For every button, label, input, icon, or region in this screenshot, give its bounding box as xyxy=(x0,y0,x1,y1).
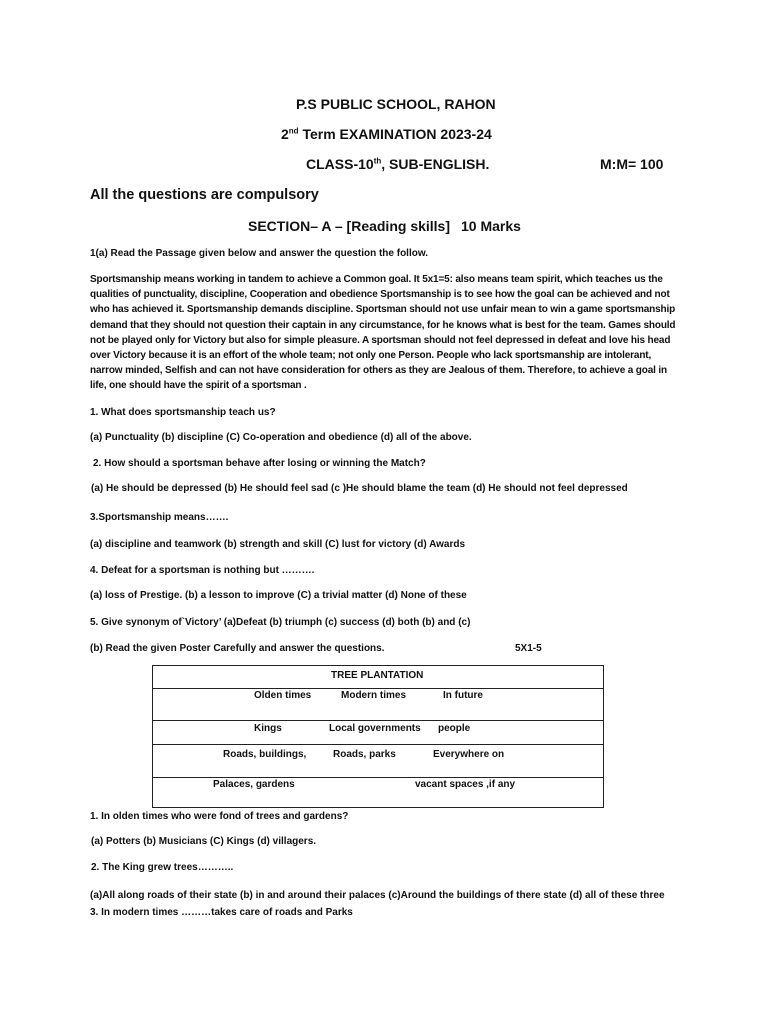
header-modern: Modern times xyxy=(341,690,407,701)
question-2: 2. How should a sportsman behave after losing or winning the Match? xyxy=(93,458,426,469)
cell-roads-buildings: Roads, buildings, xyxy=(223,749,307,760)
poster-table xyxy=(152,665,604,808)
term-superscript: nd xyxy=(288,126,299,136)
poster-question-1-options: (a) Potters (b) Musicians (C) Kings (d) villagers. xyxy=(91,836,317,847)
question-1: 1. What does sportsmanship teach us? xyxy=(90,407,276,418)
part-b-intro: (b) Read the given Poster Carefully and answer the questions. xyxy=(90,643,385,654)
class-prefix: CLASS-10 xyxy=(306,156,374,172)
cell-roads-parks: Roads, parks xyxy=(333,749,396,760)
question-1-options: (a) Punctuality (b) discipline (C) Co-operation and obedience (d) all of the above. xyxy=(90,432,472,443)
question-5: 5. Give synonym of`Victory’ (a)Defeat (b) triumph (c) success (d) both (b) and (c) xyxy=(90,617,471,628)
section-title: SECTION– A – [Reading skills] xyxy=(248,218,451,234)
table-divider xyxy=(153,720,603,721)
part-a-intro: 1(a) Read the Passage given below and answer the question the follow. xyxy=(90,248,429,259)
table-divider xyxy=(153,688,603,689)
poster-question-2-options: (a)All along roads of their state (b) in and around their palaces (c)Around the buildings of there state (d) all of these three xyxy=(90,890,665,901)
term-text: Term EXAMINATION 2023-24 xyxy=(298,126,492,142)
header-future: In future xyxy=(443,690,483,701)
cell-local-gov: Local governments xyxy=(329,723,421,734)
question-3: 3.Sportsmanship means……. xyxy=(90,512,229,523)
poster-question-1: 1. In olden times who were fond of trees and gardens? xyxy=(90,811,349,822)
term-number: 2 xyxy=(281,126,289,142)
table-divider xyxy=(153,744,603,745)
part-b-marks: 5X1-5 xyxy=(515,643,542,654)
max-marks: M:M= 100 xyxy=(600,156,664,172)
subject-text: , SUB-ENGLISH. xyxy=(381,156,490,172)
question-2-options: (a) He should be depressed (b) He should feel sad (c )He should blame the team (d) He should not feel depressed xyxy=(91,483,628,494)
question-4: 4. Defeat for a sportsman is nothing but ………. xyxy=(90,565,315,576)
reading-passage: Sportsmanship means working in tandem to achieve a Common goal. It 5x1=5: also means team spirit, which teaches us the qualities of punctuality, discipline, Cooperation and obedience Sportsmanship is to see how the goal can be achieved and not who has achieved it. Sportsmanship demands discipline. Sportsman should not use unfair mean to win a game sportsmanship demand that they should not question their captain in any circumstance, for he knows what is best for the team. Games should not be played only for Victory but also for simple pleasure. A sportsman should not feel depressed in defeat and love his head over Victory because it is an effort of the whole team; not only one Person. People who lack sportsmanship are intolerant, narrow minded, Selfish and can not have consideration for others as they are Jealous of them. Therefore, to achieve a goal in life, one should have the spirit of a sportsman . xyxy=(90,274,676,392)
class-superscript: th xyxy=(373,156,382,166)
exam-title xyxy=(281,126,492,142)
table-divider xyxy=(153,777,603,778)
header-olden: Olden times xyxy=(254,690,312,701)
school-name: P.S PUBLIC SCHOOL, RAHON xyxy=(296,96,496,112)
cell-people: people xyxy=(438,723,471,734)
cell-kings: Kings xyxy=(254,723,282,734)
class-subject xyxy=(306,156,489,172)
question-4-options: (a) loss of Prestige. (b) a lesson to improve (C) a trivial matter (d) None of these xyxy=(90,590,467,601)
section-marks: 10 Marks xyxy=(461,218,521,234)
cell-vacant: vacant spaces ,if any xyxy=(415,779,516,790)
table-title: TREE PLANTATION xyxy=(331,670,424,681)
question-3-options: (a) discipline and teamwork (b) strength and skill (C) lust for victory (d) Awards xyxy=(90,539,466,550)
poster-question-3: 3. In modern times ………takes care of roads and Parks xyxy=(90,907,353,918)
poster-question-2: 2. The King grew trees……….. xyxy=(91,862,234,873)
instruction: All the questions are compulsory xyxy=(90,187,319,203)
cell-palaces: Palaces, gardens xyxy=(213,779,295,790)
cell-everywhere: Everywhere on xyxy=(433,749,505,760)
